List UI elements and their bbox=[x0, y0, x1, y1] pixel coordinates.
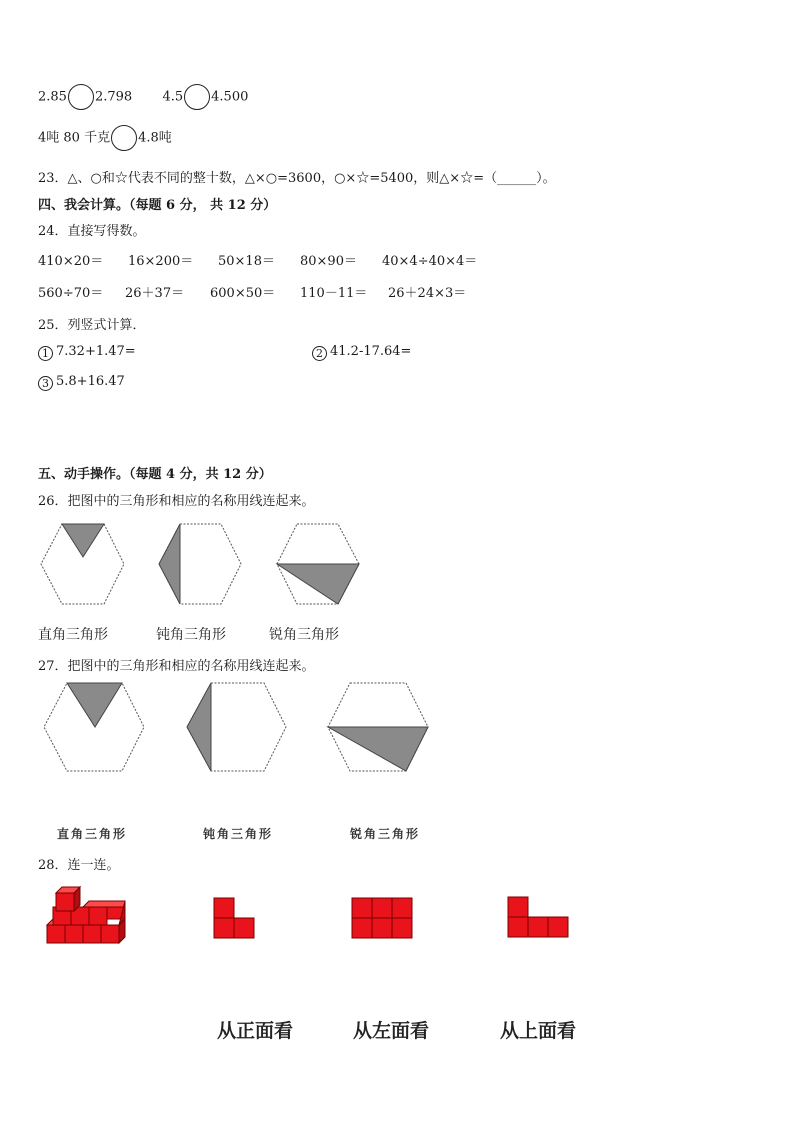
q26-hexagon-obtuse-triangle bbox=[159, 524, 241, 604]
q26-label-obtuse-triangle: 钝角三角形 bbox=[156, 627, 226, 643]
question-27-title: 27．把图中的三角形和相应的名称用线连起来。 bbox=[38, 659, 315, 674]
q28-cube-stack-3d bbox=[47, 887, 125, 943]
q24-item: 560÷70＝ bbox=[38, 286, 104, 301]
q28-label-front-view: 从正面看 bbox=[217, 1020, 294, 1042]
compare-c-right: 4.8吨 bbox=[138, 130, 172, 146]
q24-item: 40×4÷40×4＝ bbox=[382, 254, 478, 269]
q26-label-right-triangle: 直角三角形 bbox=[38, 627, 108, 643]
q26-label-acute-triangle: 锐角三角形 bbox=[269, 627, 339, 643]
q28-label-left-view: 从左面看 bbox=[353, 1020, 430, 1042]
question-26-title: 26．把图中的三角形和相应的名称用线连起来。 bbox=[38, 494, 315, 509]
q27-label-right-triangle: 直角三角形 bbox=[57, 827, 128, 841]
number-circle: 1 bbox=[38, 346, 53, 361]
compare-a-left: 2.85 bbox=[38, 89, 67, 105]
q26-hexagon-acute-triangle bbox=[277, 524, 359, 604]
compare-c-left: 4吨 80 千克 bbox=[38, 130, 111, 146]
number-circle: 3 bbox=[38, 376, 53, 391]
compare-a-right: 2.798 bbox=[94, 89, 133, 105]
number-circle: 2 bbox=[312, 346, 327, 361]
q25-expr: 41.2-17.64= bbox=[330, 344, 412, 359]
question-23: 23．△、○和☆代表不同的整十数，△×○=3600，○×☆=5400，则△×☆=（______）。 bbox=[38, 171, 556, 186]
q28-label-top-view: 从上面看 bbox=[500, 1020, 577, 1042]
q24-item: 26＋37＝ bbox=[125, 286, 185, 301]
q28-view-l-long bbox=[508, 897, 568, 937]
q25-expr: 5.8+16.47 bbox=[56, 374, 125, 389]
q26-hexagon-right-triangle bbox=[41, 524, 124, 604]
compare-b-right: 4.500 bbox=[211, 89, 249, 105]
question-25-title: 25．列竖式计算． bbox=[38, 318, 146, 333]
compare-b-left: 4.5 bbox=[162, 89, 184, 105]
question-28-title: 28．连一连。 bbox=[38, 858, 120, 873]
q25-expr: 7.32+1.47= bbox=[56, 344, 136, 359]
q24-item: 50×18＝ bbox=[218, 254, 275, 269]
q27-hexagon-acute-triangle bbox=[328, 683, 428, 771]
q24-item: 110－11＝ bbox=[300, 286, 368, 301]
q24-item: 16×200＝ bbox=[128, 254, 194, 269]
q24-item: 410×20＝ bbox=[38, 254, 104, 269]
q24-item: 600×50＝ bbox=[210, 286, 276, 301]
question-24-title: 24．直接写得数。 bbox=[38, 224, 146, 239]
section-5-title: 五、动手操作。（每题 4 分，共 12 分） bbox=[38, 467, 272, 482]
q27-hexagon-right-triangle bbox=[44, 683, 144, 771]
q27-hexagon-obtuse-triangle bbox=[187, 683, 286, 771]
q28-view-2x3-grid bbox=[352, 898, 412, 938]
q24-item: 80×90＝ bbox=[300, 254, 357, 269]
q28-view-l-small bbox=[214, 898, 254, 938]
q24-item: 26＋24×3＝ bbox=[388, 286, 467, 301]
section-4-title: 四、我会计算。（每题 6 分， 共 12 分） bbox=[38, 198, 277, 213]
q27-label-acute-triangle: 锐角三角形 bbox=[350, 827, 421, 841]
q27-label-obtuse-triangle: 钝角三角形 bbox=[203, 827, 274, 841]
